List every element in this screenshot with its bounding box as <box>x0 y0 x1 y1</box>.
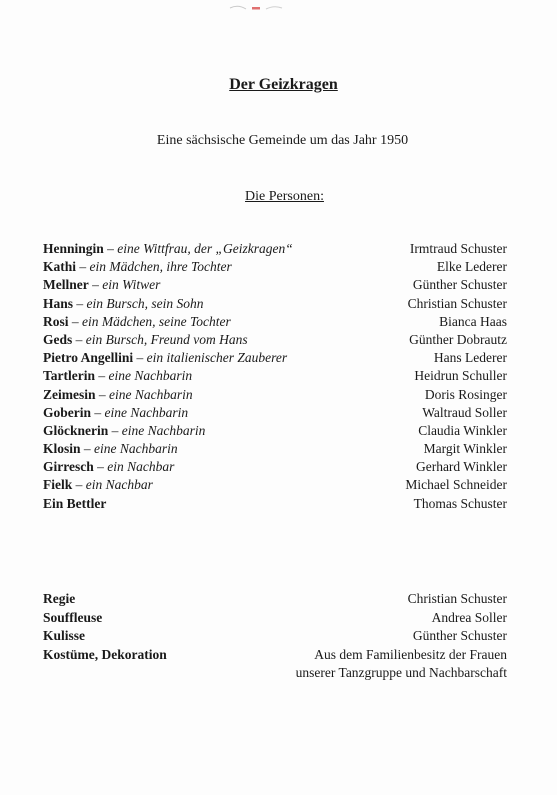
actor-name: Irmtraud Schuster <box>409 241 507 256</box>
character-name: Klosin <box>43 441 81 457</box>
role-separator: – <box>76 259 90 275</box>
crew-row <box>43 646 507 665</box>
personen-heading: Die Personen: <box>245 189 324 204</box>
character-name: Glöcknerin <box>43 422 109 438</box>
crew-role-label: Regie <box>43 591 76 606</box>
role-separator: – <box>103 241 118 256</box>
actor-name: Doris Rosinger <box>424 386 507 402</box>
cast-role <box>43 313 231 331</box>
cast-row <box>43 495 507 513</box>
character-description: eine Nachbarin <box>109 386 193 402</box>
role-separator: – <box>72 331 86 347</box>
actor-name: Günther Schuster <box>412 277 507 293</box>
actor-name: Gerhard Winkler <box>415 459 507 475</box>
character-name: Mellner <box>43 277 89 293</box>
cast-role <box>43 440 178 458</box>
character-name: Kathi <box>43 259 77 275</box>
character-description: eine Wittfrau, der „Geizkragen“ <box>117 241 293 256</box>
character-description: ein italienischer Zauberer <box>146 350 288 366</box>
actor-name: Michael Schneider <box>405 477 507 493</box>
character-name: Geds <box>43 331 73 347</box>
document-subtitle: Eine sächsische Gemeinde um das Jahr 1950 <box>156 133 409 148</box>
cast-row <box>43 386 507 404</box>
character-description: ein Bursch, sein Sohn <box>86 295 204 311</box>
actor-name: Claudia Winkler <box>418 422 507 438</box>
cast-role <box>43 476 153 494</box>
actor-name: Christian Schuster <box>407 295 507 311</box>
character-description: ein Bursch, Freund vom Hans <box>85 331 248 347</box>
role-separator: – <box>133 350 147 366</box>
character-name: Henningin <box>43 241 104 256</box>
crew-member-name: Aus dem Familienbesitz der Frauen <box>314 646 507 662</box>
character-name: Hans <box>43 295 74 311</box>
role-separator: – <box>88 277 103 293</box>
cast-row <box>43 404 507 422</box>
cast-row <box>43 295 507 313</box>
role-separator: – <box>68 313 83 329</box>
character-name: Ein Bettler <box>43 495 107 511</box>
character-name: Goberin <box>43 404 92 420</box>
cast-row <box>43 240 507 258</box>
actor-name: Thomas Schuster <box>413 495 507 511</box>
crew-row <box>43 627 507 646</box>
cast-row <box>43 258 507 276</box>
character-description: ein Nachbar <box>107 459 175 475</box>
cast-row <box>43 331 507 349</box>
actor-name: Heidrun Schuller <box>414 368 507 384</box>
character-name: Pietro Angellini <box>43 350 134 366</box>
role-separator: – <box>73 295 87 311</box>
role-separator: – <box>72 477 86 493</box>
crew-role-label: Kulisse <box>43 628 86 644</box>
role-separator: – <box>91 404 105 420</box>
cast-role <box>43 458 174 476</box>
character-description: eine Nachbarin <box>104 404 189 420</box>
crew-member-name: Christian Schuster <box>407 591 507 606</box>
character-name: Girresch <box>43 459 94 475</box>
scan-artifact-mark <box>226 2 286 14</box>
role-separator: – <box>95 368 109 384</box>
cast-role <box>43 276 160 294</box>
character-description: ein Mädchen, ihre Tochter <box>89 259 232 275</box>
character-description: eine Nachbarin <box>94 441 178 457</box>
crew-list <box>43 590 507 683</box>
character-description: eine Nachbarin <box>121 422 206 438</box>
character-name: Rosi <box>43 313 69 329</box>
cast-role <box>43 367 192 385</box>
cast-row <box>43 276 507 294</box>
actor-name: Bianca Haas <box>439 313 507 329</box>
role-separator: – <box>93 459 108 475</box>
character-name: Tartlerin <box>43 368 95 384</box>
cast-role <box>43 422 205 440</box>
actor-name: Waltraud Soller <box>422 404 507 420</box>
cast-role <box>43 349 287 367</box>
character-description: ein Mädchen, seine Tochter <box>82 313 231 329</box>
role-separator: – <box>108 422 122 438</box>
crew-row <box>43 664 507 683</box>
crew-member-name: Günther Schuster <box>412 628 507 644</box>
crew-row <box>43 590 507 609</box>
cast-row <box>43 367 507 385</box>
document-title: Der Geizkragen <box>229 76 338 93</box>
role-separator: – <box>95 386 109 402</box>
crew-member-name: unserer Tanzgruppe und Nachbarschaft <box>295 665 507 681</box>
cast-row <box>43 349 507 367</box>
cast-list <box>43 240 507 513</box>
character-description: ein Nachbar <box>85 477 153 493</box>
crew-role-label: Souffleuse <box>43 609 103 625</box>
actor-name: Hans Lederer <box>433 350 507 366</box>
cast-role <box>43 331 248 349</box>
actor-name: Margit Winkler <box>423 441 507 457</box>
character-name: Zeimesin <box>43 386 96 402</box>
crew-role-label: Kostüme, Dekoration <box>43 646 167 662</box>
cast-role <box>43 258 232 276</box>
character-description: eine Nachbarin <box>108 368 193 384</box>
crew-row <box>43 609 507 628</box>
character-name: Fielk <box>43 477 73 493</box>
cast-row <box>43 476 507 494</box>
cast-role <box>43 495 106 513</box>
cast-role <box>43 386 193 404</box>
cast-role <box>43 295 204 313</box>
character-description: ein Witwer <box>102 277 161 293</box>
cast-role <box>43 240 293 258</box>
cast-role <box>43 404 188 422</box>
cast-row <box>43 422 507 440</box>
crew-member-name: Andrea Soller <box>431 609 507 625</box>
actor-name: Günther Dobrautz <box>409 331 507 347</box>
actor-name: Elke Lederer <box>436 259 507 275</box>
cast-row <box>43 440 507 458</box>
role-separator: – <box>80 441 95 457</box>
cast-row <box>43 313 507 331</box>
cast-row <box>43 458 507 476</box>
